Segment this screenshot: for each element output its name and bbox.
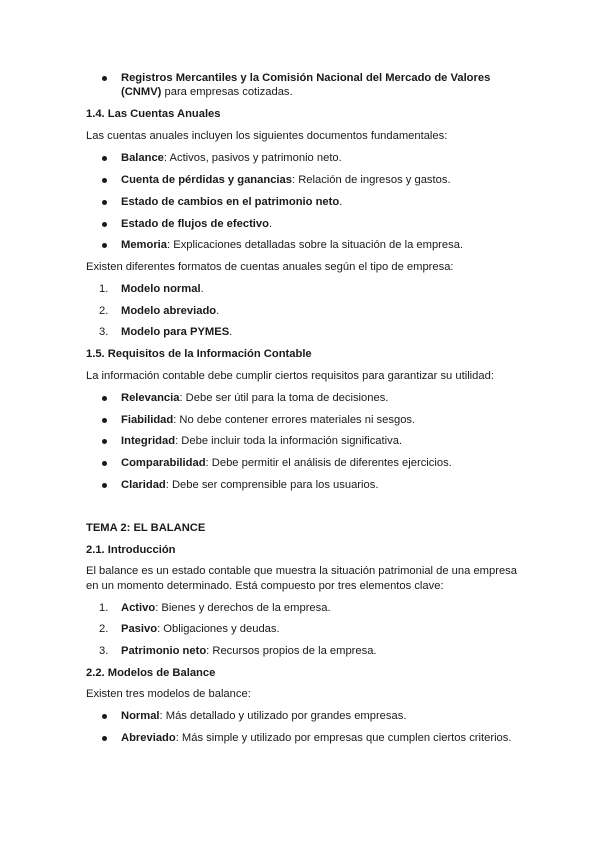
- list-item: [121, 282, 204, 296]
- item-bold: Claridad: [121, 479, 166, 491]
- item-bold: Balance: [121, 152, 164, 164]
- list-item: [121, 391, 388, 405]
- list-number: 2.: [99, 305, 109, 317]
- item-bold: Activo: [121, 602, 156, 614]
- list-item: [121, 195, 342, 209]
- list-item: [121, 71, 490, 85]
- bullet-icon: [102, 714, 107, 719]
- list-item: [121, 478, 378, 492]
- item-text: para empresas cotizadas.: [161, 86, 293, 98]
- list-number: 3.: [99, 326, 109, 338]
- item-text: : Debe ser comprensible para los usuarios.: [165, 479, 379, 491]
- item-bold: Modelo para PYMES: [121, 326, 230, 338]
- list-item: [121, 644, 377, 658]
- item-bold: Registros Mercantiles y la Comisión Nacional del Mercado de Valores: [121, 72, 491, 84]
- item-bold: Estado de flujos de efectivo: [121, 218, 269, 230]
- list-item: [121, 622, 280, 636]
- list-number: 1.: [99, 602, 109, 614]
- bullet-icon: [102, 243, 107, 248]
- item-bold: Modelo normal: [121, 283, 201, 295]
- bullet-icon: [102, 76, 107, 81]
- list-item: [121, 413, 415, 427]
- item-text: : Bienes y derechos de la empresa.: [155, 602, 331, 614]
- paragraph: El balance es un estado contable que muestra la situación patrimonial de una empresa: [86, 565, 517, 577]
- list-item: [121, 601, 331, 615]
- item-bold: Comparabilidad: [121, 457, 206, 469]
- item-text: : No debe contener errores materiales ni sesgos.: [173, 414, 416, 426]
- list-item: [121, 238, 463, 252]
- item-bold: Pasivo: [121, 623, 158, 635]
- bullet-icon: [102, 222, 107, 227]
- list-item: [121, 217, 272, 231]
- paragraph: La información contable debe cumplir ciertos requisitos para garantizar su utilidad:: [86, 370, 494, 382]
- list-item: [121, 173, 451, 187]
- bullet-icon: [102, 736, 107, 741]
- bullet-icon: [102, 439, 107, 444]
- paragraph: Existen diferentes formatos de cuentas anuales según el tipo de empresa:: [86, 261, 454, 273]
- list-item: [121, 304, 219, 318]
- section-heading: 2.1. Introducción: [86, 544, 176, 556]
- list-item: [121, 434, 402, 448]
- item-text: : Debe incluir toda la información significativa.: [175, 435, 403, 447]
- paragraph: en un momento determinado. Está compuesto por tres elementos clave:: [86, 580, 444, 592]
- list-number: 3.: [99, 645, 109, 657]
- item-bold: Fiabilidad: [121, 414, 174, 426]
- item-text: : Obligaciones y deudas.: [157, 623, 280, 635]
- bullet-icon: [102, 483, 107, 488]
- item-text: : Debe permitir el análisis de diferentes ejercicios.: [205, 457, 452, 469]
- item-text: : Debe ser útil para la toma de decisiones.: [179, 392, 389, 404]
- chapter-heading: TEMA 2: EL BALANCE: [86, 522, 206, 534]
- item-text: : Explicaciones detalladas sobre la situación de la empresa.: [167, 239, 464, 251]
- list-item: [121, 456, 452, 470]
- section-heading: 1.5. Requisitos de la Información Contable: [86, 348, 312, 360]
- item-bold: Abreviado: [121, 732, 176, 744]
- bullet-icon: [102, 461, 107, 466]
- item-bold: (CNMV): [121, 86, 162, 98]
- paragraph: Las cuentas anuales incluyen los siguientes documentos fundamentales:: [86, 130, 448, 142]
- paragraph: Existen tres modelos de balance:: [86, 688, 251, 700]
- item-bold: Integridad: [121, 435, 176, 447]
- item-text: : Relación de ingresos y gastos.: [291, 174, 451, 186]
- item-bold: Relevancia: [121, 392, 180, 404]
- list-item: [121, 731, 511, 745]
- list-number: 2.: [99, 623, 109, 635]
- list-item: [121, 325, 232, 339]
- bullet-icon: [102, 178, 107, 183]
- item-text: : Recursos propios de la empresa.: [206, 645, 377, 657]
- item-bold: Normal: [121, 710, 160, 722]
- item-text: .: [200, 283, 204, 295]
- list-item-continuation: [121, 85, 293, 99]
- item-text: .: [339, 196, 343, 208]
- section-heading: 1.4. Las Cuentas Anuales: [86, 108, 221, 120]
- item-text: : Activos, pasivos y patrimonio neto.: [163, 152, 342, 164]
- item-bold: Modelo abreviado: [121, 305, 217, 317]
- list-item: [121, 709, 406, 723]
- bullet-icon: [102, 156, 107, 161]
- item-text: : Más simple y utilizado por empresas que cumplen ciertos criterios.: [175, 732, 512, 744]
- list-number: 1.: [99, 283, 109, 295]
- item-bold: Cuenta de pérdidas y ganancias: [121, 174, 292, 186]
- section-heading: 2.2. Modelos de Balance: [86, 667, 216, 679]
- item-text: .: [216, 305, 220, 317]
- item-bold: Patrimonio neto: [121, 645, 207, 657]
- item-text: : Más detallado y utilizado por grandes empresas.: [159, 710, 407, 722]
- item-bold: Estado de cambios en el patrimonio neto: [121, 196, 340, 208]
- item-text: .: [268, 218, 273, 230]
- bullet-icon: [102, 200, 107, 205]
- item-text: .: [229, 326, 233, 338]
- list-item: [121, 151, 342, 165]
- bullet-icon: [102, 396, 107, 401]
- bullet-icon: [102, 418, 107, 423]
- item-bold: Memoria: [121, 239, 168, 251]
